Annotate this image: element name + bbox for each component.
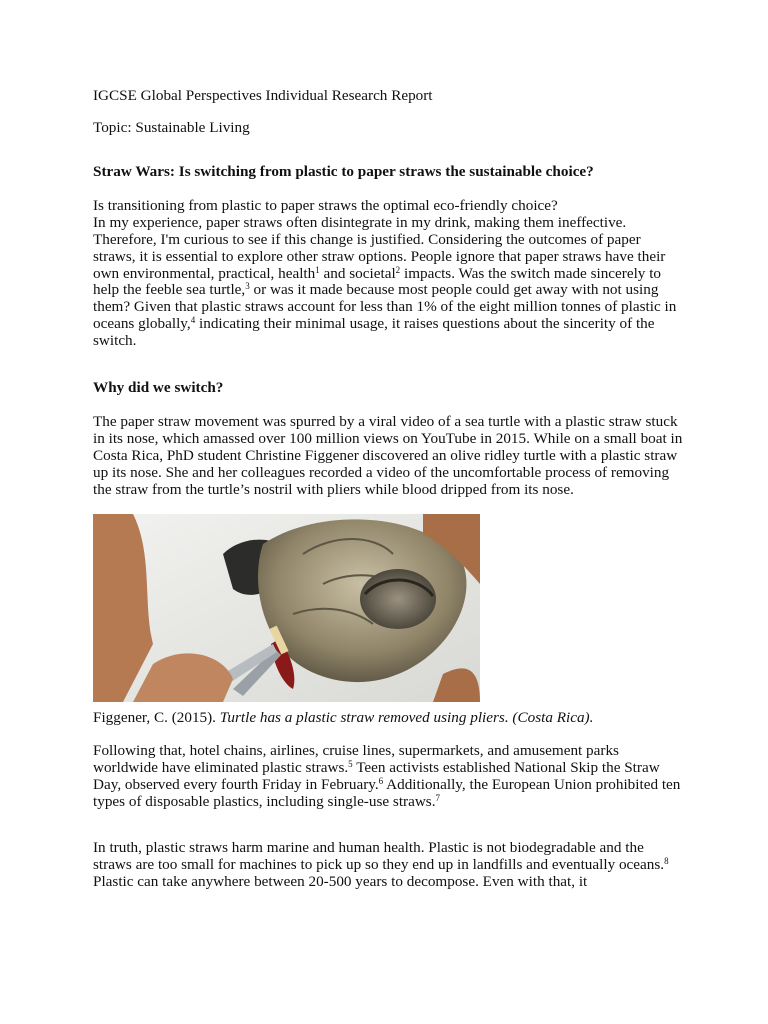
caption-author: Figgener, C. (2015). [93,709,220,727]
footnote-ref-1[interactable]: 1 [315,264,320,275]
intro-question: Is transitioning from plastic to paper straws the optimal eco-friendly choice? [93,197,558,215]
turtle-photo [93,514,480,702]
footnote-ref-4[interactable]: 4 [190,314,196,325]
footnote-ref-5[interactable]: 5 [348,758,353,769]
footnote-ref-8[interactable]: 8 [664,856,669,867]
figure-caption [93,710,683,727]
section-heading: Why did we switch? [93,378,224,396]
document-page [93,88,683,891]
caption-title: Turtle has a plastic straw removed using pliers. (Costa Rica). [219,709,594,727]
report-header: IGCSE Global Perspectives Individual Research Report [93,87,433,104]
footnote-ref-2[interactable]: 2 [395,264,401,275]
footnote-ref-6[interactable]: 6 [378,775,384,786]
intro-paragraph: Is transitioning from plastic to paper straws the optimal eco-friendly choice? In my experience, paper straws often disintegrate in my drink, making them ineffective. Therefore, I'm curious to see if this change is justified. Considering the outcomes of paper straws, it is essential to explore other straw options. People ignore that paper straws have their own environmental, practical, health$^1$ and societal$^2$ impacts. Was the switch made sincerely to help the feeble sea turtle,$^3$ or was it made because most people could get away with not using them? Given that plastic straws account for less than 1% of the eight million tonnes of plastic in oceans globally,$^4$ indicating their minimal usage, it raises questions about the sincerity of the switch. [93,197,677,349]
section-paragraph: The paper straw movement was spurred by a viral video of a sea turtle with a plastic straw stuck in its nose, which amassed over 100 million views on YouTube in 2015. While on a small boat in Costa Rica, PhD student Christine Figgener discovered an olive ridley turtle with a plastic straw up its nose. She and her colleagues recorded a video of the uncomfortable process of removing the straw from the turtle’s nostril with pliers while blood dripped from its nose. [93,413,683,498]
paragraph-3: In truth, plastic straws harm marine and human health. Plastic is not biodegradable and the straws are too small for machines to pick up so they end up in landfills and eventually oceans.$^8$ Plastic can take anywhere between 20-500 years to decompose. Even with that, it [93,839,669,890]
topic-line: Topic: Sustainable Living [93,118,250,136]
paragraph-2: Following that, hotel chains, airlines, cruise lines, supermarkets, and amusement parks worldwide have eliminated plastic straws.$^5$ Teen activists established National Skip the Straw Day, observed every fourth Friday in February.$^6$ Additionally, the European Union prohibited ten types of disposable plastics, including single-use straws.$^7$ [93,742,681,810]
footnote-ref-7[interactable]: 7 [435,792,441,803]
report-title: Straw Wars: Is switching from plastic to paper straws the sustainable choice? [93,162,594,180]
footnote-ref-3[interactable]: 3 [245,281,250,292]
